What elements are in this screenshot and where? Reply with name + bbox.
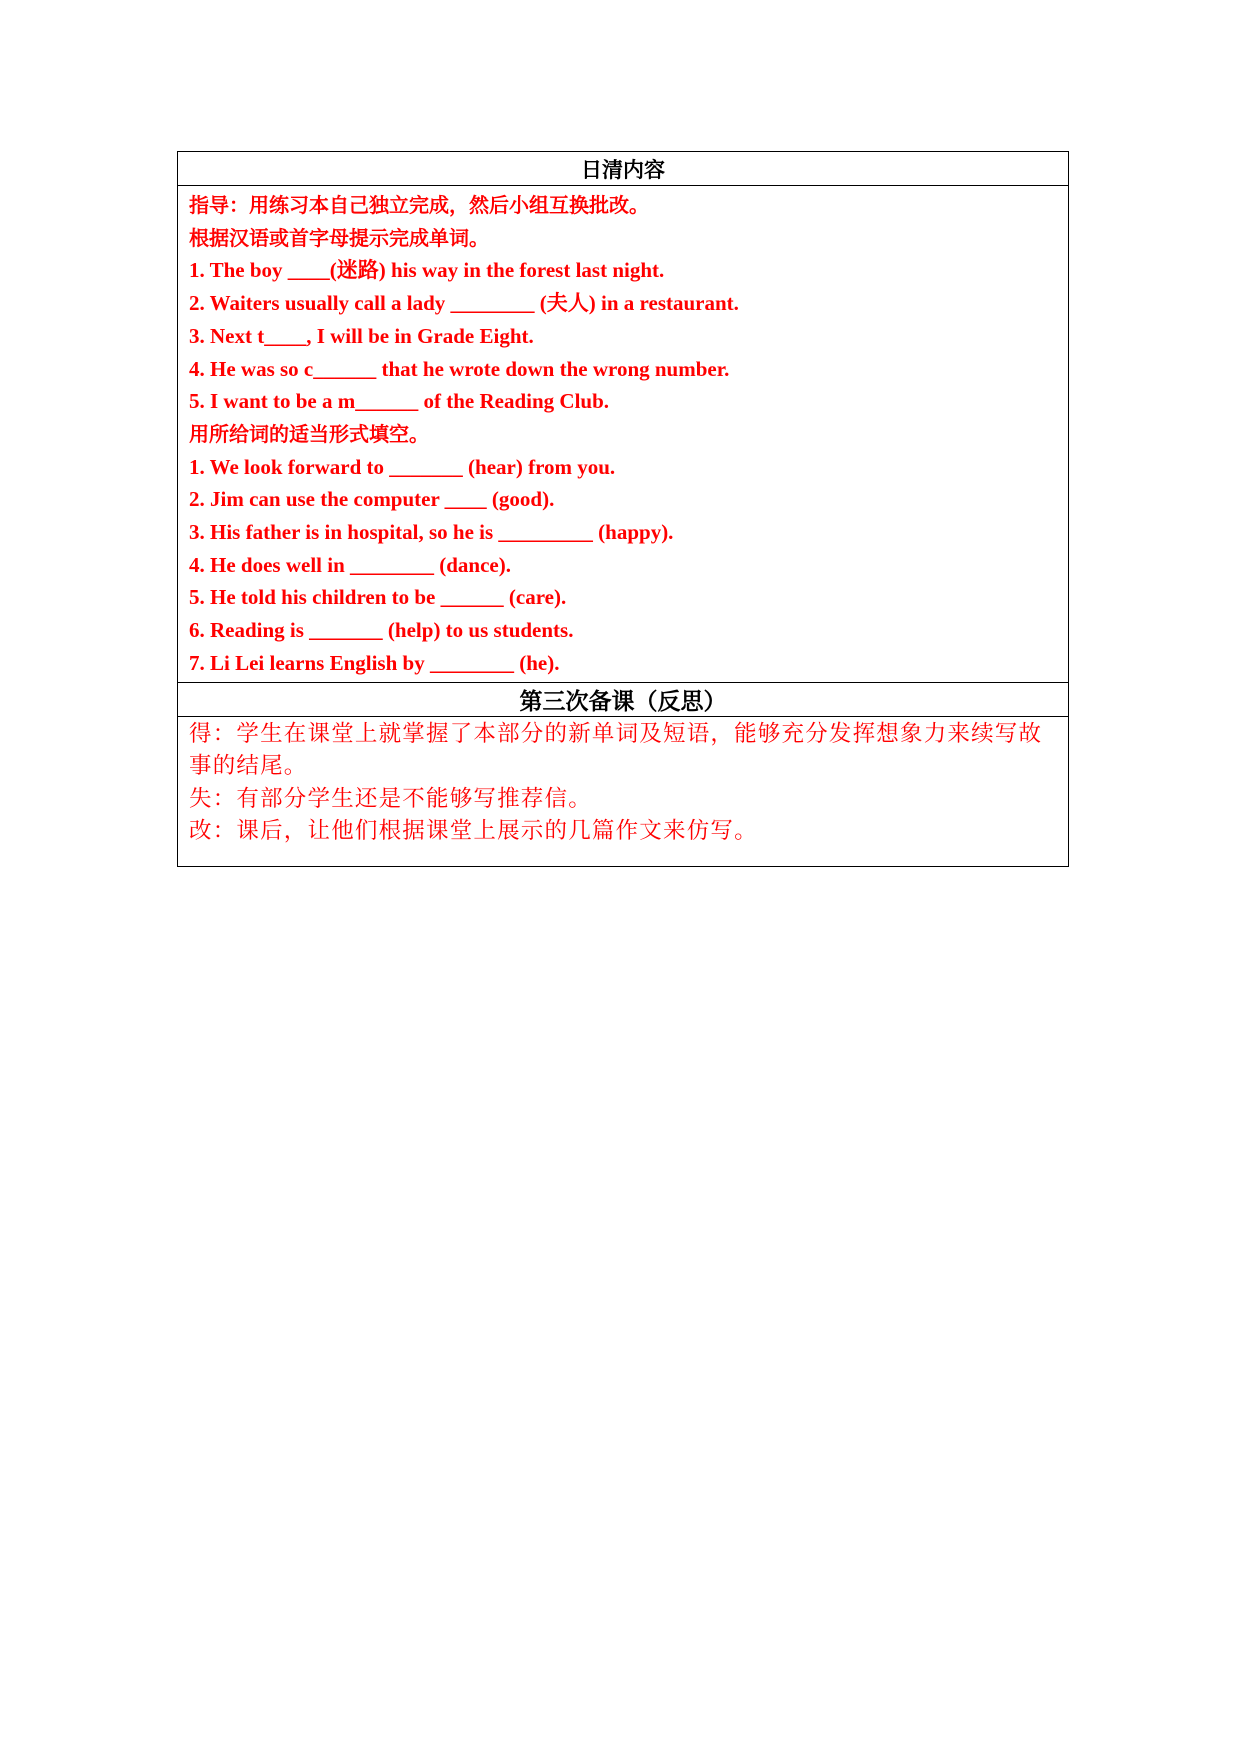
list-item: 3. His father is in hospital, so he is _________ (happy). xyxy=(189,520,674,545)
section1-list xyxy=(189,254,1057,418)
list-item: 2. Waiters usually call a lady ________ (夫人) in a restaurant. xyxy=(189,291,739,316)
list-item: 1. The boy ____(迷路) his way in the forest last night. xyxy=(189,258,665,283)
daily-check-header: 日清内容 xyxy=(178,152,1068,186)
section2-title: 用所给词的适当形式填空。 xyxy=(189,421,429,446)
list-item: 5. I want to be a m______ of the Reading Club. xyxy=(189,389,610,414)
list-item: 1. We look forward to _______ (hear) from you. xyxy=(189,454,616,479)
list-item: 4. He does well in ________ (dance). xyxy=(189,552,511,577)
section2-list xyxy=(189,451,1057,680)
list-item: 7. Li Lei learns English by ________ (he). xyxy=(189,650,560,675)
list-item: 6. Reading is _______ (help) to us students. xyxy=(189,618,574,643)
reflection-content xyxy=(178,717,1068,866)
reflection-gain: 得：学生在课堂上就掌握了本部分的新单词及短语，能够充分发挥想象力来续写故事的结尾。 xyxy=(189,720,1043,780)
section1-title: 根据汉语或首字母提示完成单词。 xyxy=(189,225,489,250)
list-item: 3. Next t____, I will be in Grade Eight. xyxy=(189,323,534,348)
lesson-table xyxy=(177,151,1069,867)
reflection-loss: 失：有部分学生还是不能够写推荐信。 xyxy=(189,785,592,812)
reflection-improve: 改：课后，让他们根据课堂上展示的几篇作文来仿写。 xyxy=(189,818,758,845)
list-item: 2. Jim can use the computer ____ (good). xyxy=(189,487,555,512)
guidance-text: 指导：用练习本自己独立完成，然后小组互换批改。 xyxy=(189,193,649,217)
daily-check-content xyxy=(178,186,1068,682)
reflection-header: 第三次备课（反思） xyxy=(178,682,1068,717)
list-item: 5. He told his children to be ______ (care). xyxy=(189,585,567,610)
list-item: 4. He was so c______ that he wrote down the wrong number. xyxy=(189,356,730,381)
